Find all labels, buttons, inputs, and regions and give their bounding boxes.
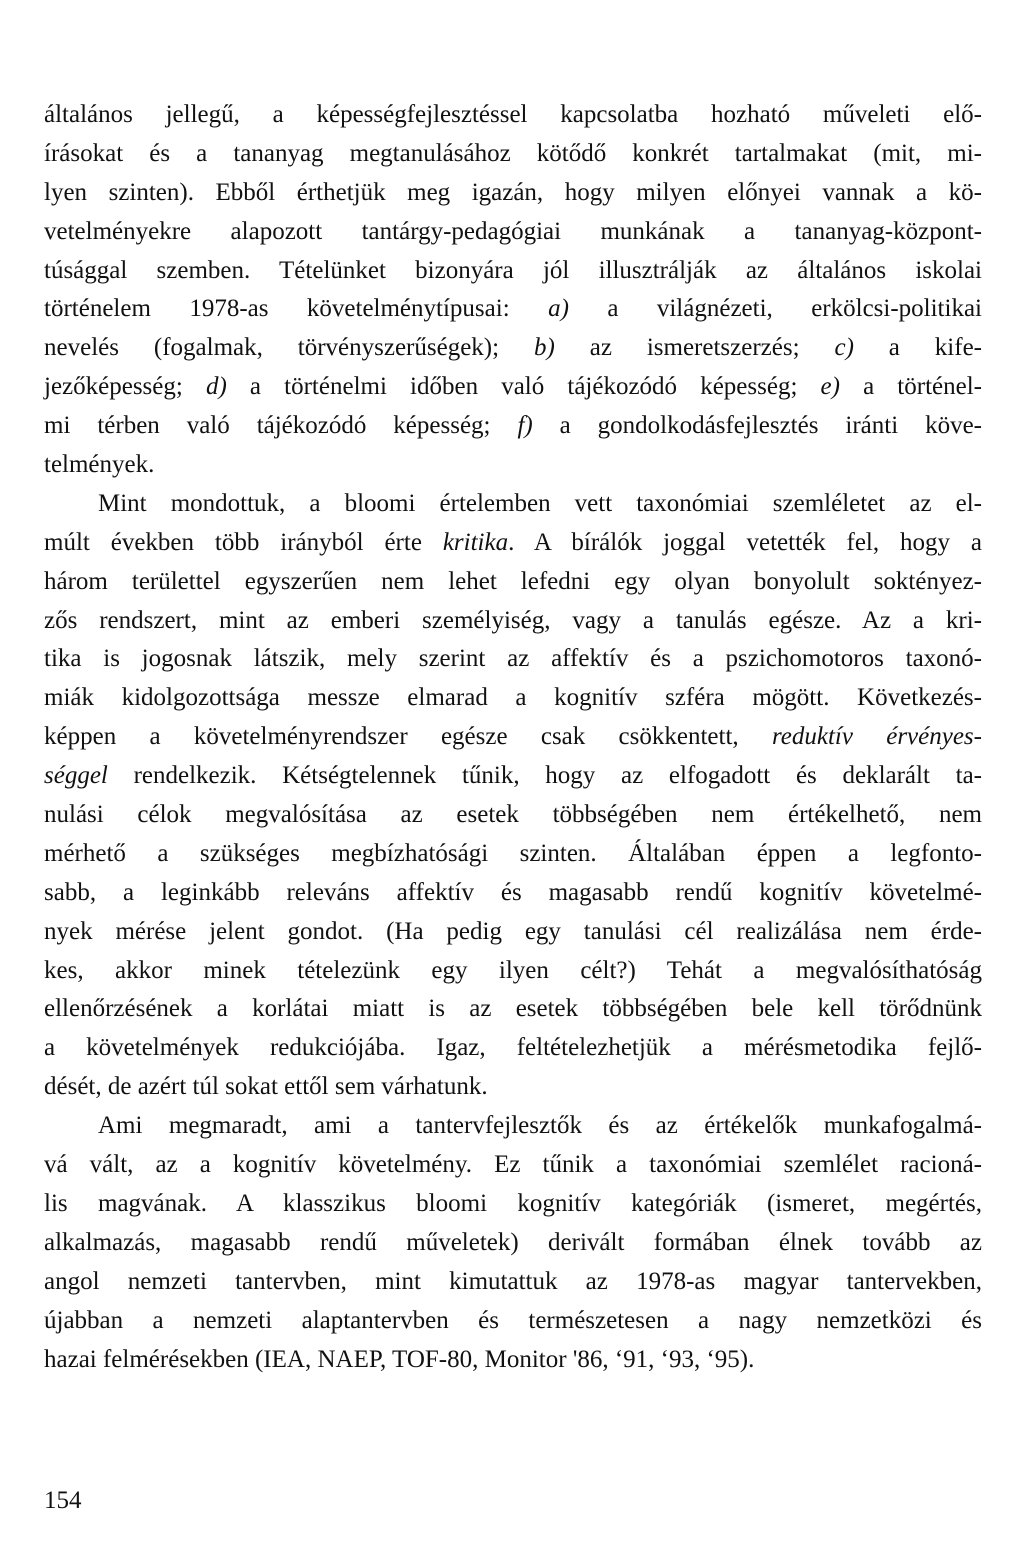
text-line: tika is jogosnak látszik, mely szerint az affektív és a pszichomotoros taxonó- [44,645,982,673]
text-line: általános jellegű, a képességfejlesztéssel kapcsolatba hozható műveleti elő- [44,101,982,128]
text-line: történelem 1978-as követelménytípusai: a) a világnézeti, erkölcsi-politikai [44,295,982,323]
text-line: hazai felmérésekben (IEA, NAEP, TOF-80, Monitor '86, ‘91, ‘93, ‘95). [44,1345,755,1373]
text-line: angol nemzeti tantervben, mint kimutattuk az 1978-as magyar tantervekben, [44,1267,982,1295]
list-marker: d) [205,373,227,401]
list-marker: f) [517,412,533,440]
text-line: három területtel egyszerűen nem lehet lefedni egy olyan bonyolult soktényez- [44,567,982,595]
emphasis-seggel: séggel [44,762,108,790]
text-line: a követelmények redukciójába. Igaz, feltételezhetjük a mérésmetodika fejlő- [44,1034,982,1062]
page-number: 154 [44,1487,82,1514]
text-line: mérhető a szükséges megbízhatósági szinten. Általában éppen a legfonto- [44,839,982,867]
text-line: Ami megmaradt, ami a tantervfejlesztők és az értékelők munkafogalmá- [98,1112,982,1140]
text-line: sabb, a leginkább releváns affektív és magasabb rendű kognitív követelmé- [44,878,982,906]
text-line: képpen a követelményrendszer egésze csak csökkentett, reduktív érvényes- [44,723,982,751]
text-line: mi térben való tájékozódó képesség; f) a gondolkodásfejlesztés iránti köve- [44,412,982,440]
list-marker: a) [548,295,569,323]
text-line: séggel rendelkezik. Kétségtelennek tűnik, hogy az elfogadott és deklarált ta- [44,762,982,790]
text-line: újabban a nemzeti alaptantervben és természetesen a nagy nemzetközi és [44,1306,982,1334]
text-line: dését, de azért túl sokat ettől sem várhatunk. [44,1073,488,1101]
text-line: vetelményekre alapozott tantárgy-pedagógiai munkának a tananyag-központ- [44,217,982,245]
paragraph-3 [44,1107,982,1379]
list-marker: c) [834,334,854,362]
text-line: lyen szinten). Ebből érthetjük meg igazán, hogy milyen előnyei vannak a kö- [44,178,982,206]
text-line: zős rendszert, mint az emberi személyiség, vagy a tanulás egésze. Az a kri- [44,606,982,634]
text-line: nevelés (fogalmak, törvényszerűségek); b) az ismeretszerzés; c) a kife- [44,334,983,362]
text-line: túsággal szemben. Tételünket bizonyára jól illusztrálják az általános iskolai [44,256,982,284]
page-body [44,96,982,1379]
text-line: nulási célok megvalósítása az esetek többségében nem értékelhető, nem [44,801,982,829]
text-line: Mint mondottuk, a bloomi értelemben vett taxonómiai szemléletet az el- [98,489,982,517]
list-marker: b) [534,334,555,362]
list-marker: e) [820,373,840,401]
text-line: múlt években több irányból érte kritika. A bírálók joggal vetették fel, hogy a [44,528,982,556]
text-line: nyek mérése jelent gondot. (Ha pedig egy tanulási cél realizálása nem érde- [44,917,982,945]
text-line: alkalmazás, magasabb rendű műveletek) derivált formában élnek tovább az [44,1228,982,1256]
text-line: jezőképesség; d) a történelmi időben való tájékozódó képesség; e) a történel- [44,373,982,401]
text-line: lis magvának. A klasszikus bloomi kognitív kategóriák (ismeret, megértés, [44,1189,982,1217]
text-line: ellenőrzésének a korlátai miatt is az esetek többségében bele kell törődnünk [44,995,982,1023]
emphasis-kritika: kritika [442,528,509,556]
text-line: telmények. [44,451,155,479]
emphasis-reduktiv: reduktív érvényes- [771,723,982,751]
paragraph-2 [44,485,982,1107]
text-line: miák kidolgozottsága messze elmarad a kognitív szféra mögött. Következés- [44,684,982,712]
text-line: írásokat és a tananyag megtanulásához kötődő konkrét tartalmakat (mit, mi- [44,139,982,167]
text-line: kes, akkor minek tételezünk egy ilyen célt?) Tehát a megvalósíthatóság [44,956,982,984]
text-line: vá vált, az a kognitív követelmény. Ez tűnik a taxonómiai szemlélet racioná- [44,1151,982,1179]
paragraph-1 [44,96,982,485]
